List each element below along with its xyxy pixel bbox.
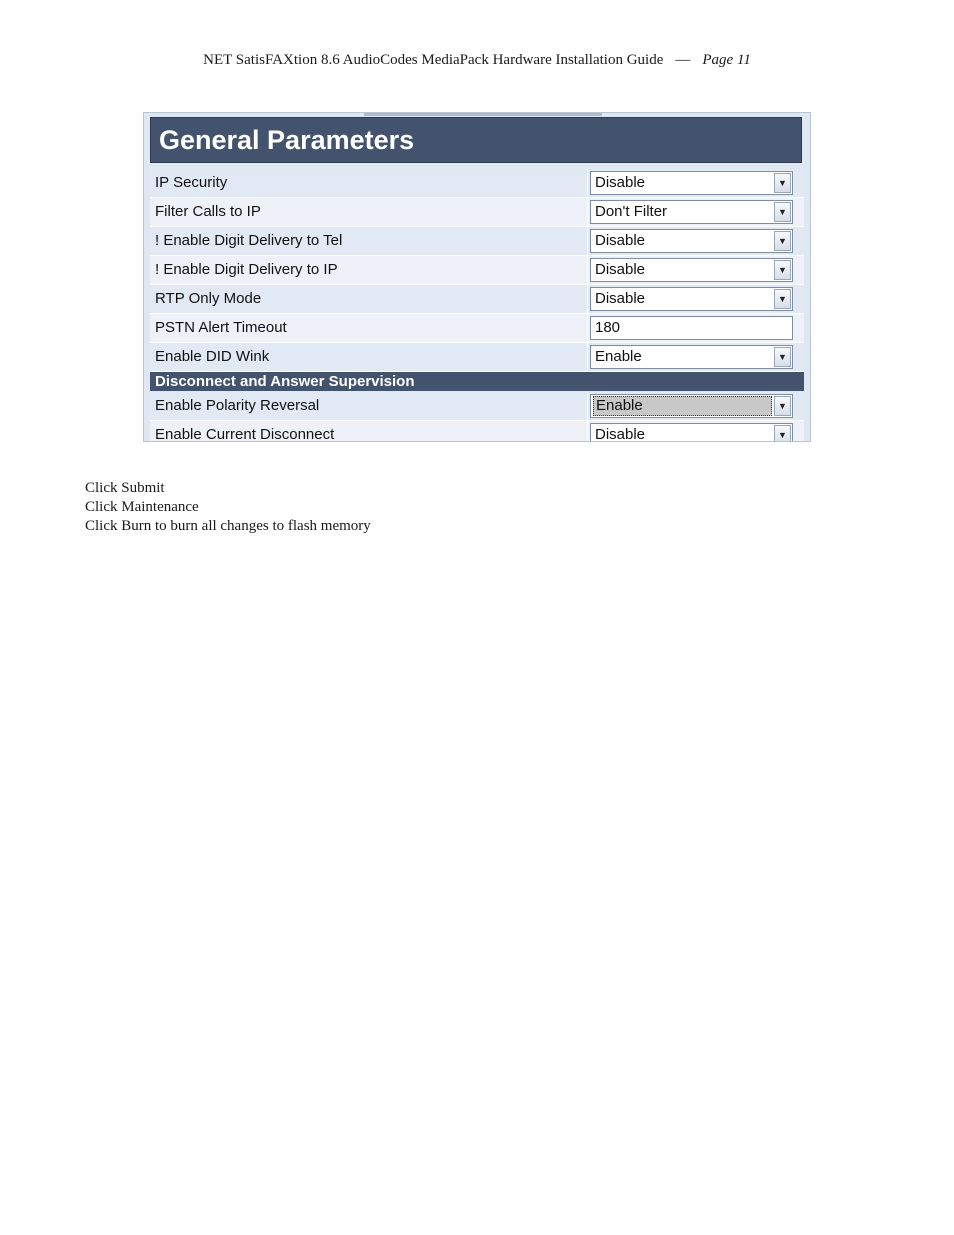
param-row-did-wink: [150, 343, 804, 372]
select-value: Disable: [595, 290, 646, 307]
param-row-pstn-alert: [150, 314, 804, 343]
param-label: ! Enable Digit Delivery to Tel: [150, 227, 588, 255]
select-value: Disable: [595, 232, 646, 249]
header-dash: —: [675, 52, 691, 68]
pstn-alert-timeout-input[interactable]: [590, 316, 793, 340]
param-label: Enable Current Disconnect: [150, 421, 588, 442]
digit-delivery-ip-select[interactable]: [590, 258, 793, 282]
chevron-down-icon[interactable]: ▼: [774, 289, 791, 309]
select-value: Enable: [593, 396, 772, 416]
input-value: 180: [595, 319, 621, 336]
chevron-down-icon[interactable]: ▼: [774, 231, 791, 251]
chevron-down-icon[interactable]: ▼: [774, 202, 791, 222]
section-header: Disconnect and Answer Supervision: [150, 372, 804, 391]
chevron-down-icon[interactable]: ▼: [774, 396, 791, 416]
tab-strip: [364, 113, 602, 116]
param-label: PSTN Alert Timeout: [150, 314, 588, 342]
select-value: Disable: [595, 426, 646, 442]
param-label: RTP Only Mode: [150, 285, 588, 313]
polarity-reversal-select[interactable]: [590, 394, 793, 418]
instruction-step: Click Maintenance: [85, 499, 199, 515]
param-row-polarity-reversal: [150, 392, 804, 421]
document-title: NET SatisFAXtion 8.6 AudioCodes MediaPack Hardware Installation Guide: [203, 52, 664, 68]
rtp-only-mode-select[interactable]: [590, 287, 793, 311]
chevron-down-icon[interactable]: ▼: [774, 173, 791, 193]
page-header: [0, 52, 954, 69]
general-parameters-screenshot: [143, 112, 811, 442]
did-wink-select[interactable]: [590, 345, 793, 369]
param-label: Filter Calls to IP: [150, 198, 588, 226]
chevron-down-icon[interactable]: ▼: [774, 260, 791, 280]
param-row-digit-delivery-ip: [150, 256, 804, 285]
chevron-down-icon[interactable]: ▼: [774, 425, 791, 442]
instruction-list: [85, 479, 371, 536]
param-row-current-disconnect: [150, 421, 804, 442]
param-label: Enable DID Wink: [150, 343, 588, 371]
digit-delivery-tel-select[interactable]: [590, 229, 793, 253]
param-label: Enable Polarity Reversal: [150, 392, 588, 420]
ip-security-select[interactable]: [590, 171, 793, 195]
select-value: Disable: [595, 174, 646, 191]
param-row-digit-delivery-tel: [150, 227, 804, 256]
select-value: Enable: [595, 348, 642, 365]
param-row-ip-security: [150, 169, 804, 198]
panel-title: General Parameters: [150, 117, 802, 163]
select-value: Don't Filter: [595, 203, 668, 220]
current-disconnect-select[interactable]: [590, 423, 793, 442]
param-row-rtp-only: [150, 285, 804, 314]
parameters-table: [150, 169, 804, 442]
instruction-step: Click Burn to burn all changes to flash memory: [85, 518, 371, 534]
chevron-down-icon[interactable]: ▼: [774, 347, 791, 367]
select-value: Disable: [595, 261, 646, 278]
filter-calls-select[interactable]: [590, 200, 793, 224]
param-label: ! Enable Digit Delivery to IP: [150, 256, 588, 284]
instruction-step: Click Submit: [85, 480, 165, 496]
page-number: Page 11: [702, 52, 751, 68]
param-row-filter-calls: [150, 198, 804, 227]
param-label: IP Security: [150, 169, 588, 197]
